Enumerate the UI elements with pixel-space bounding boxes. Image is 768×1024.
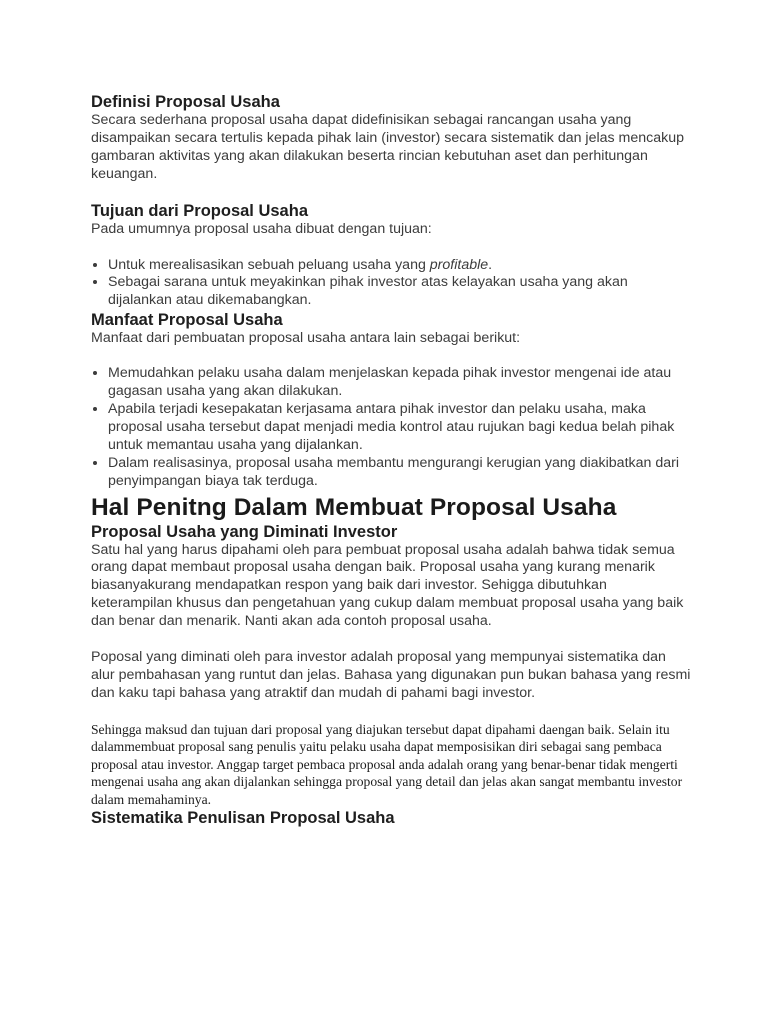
tujuan-intro: Pada umumnya proposal usaha dibuat dengan tujuan: — [91, 220, 432, 237]
diminati-heading: Proposal Usaha yang Diminati Investor — [91, 522, 398, 541]
definisi-heading: Definisi Proposal Usaha — [91, 93, 280, 111]
tujuan-list — [91, 257, 691, 311]
hal-penting-title: Hal Penitng Dalam Membuat Proposal Usaha — [91, 493, 617, 521]
definisi-body: Secara sederhana proposal usaha dapat didefinisikan sebagai rancangan usaha yang disampaikan secara tertulis kepada pihak lain (investor) secara sistematik dan jelas mencakup gambaran aktivitas yang akan dilakukan beserta rincian kebutuhan aset dan perhitungan keuangan. — [91, 112, 685, 182]
tujuan-heading: Tujuan dari Proposal Usaha — [91, 201, 308, 220]
diminati-para-3: Sehingga maksud dan tujuan dari proposal yang diajukan tersebut dapat dipahami daengan baik. Selain itu dalammembuat proposal sang penulis yaitu pelaku usaha dapat memposisikan diri sebagai sang pembaca proposal atau investor. Anggap target pembaca proposal anda adalah orang yang benar-benar tidak mengerti mengenai usaha ang akan dijalankan sehingga proposal yang detail dan jelas akan sangat membantu investor dalam memahaminya. — [91, 721, 683, 807]
list-item: • Untuk merealisasikan sebuah peluang usaha yang profitable. — [108, 257, 691, 275]
manfaat-intro: Manfaat dari pembuatan proposal usaha antara lain sebagai berikut: — [91, 330, 521, 347]
sistematika-heading: Sistematika Penulisan Proposal Usaha — [91, 809, 395, 828]
document-page — [91, 92, 691, 828]
list-item: • Dalam realisasinya, proposal usaha membantu mengurangi kerugian yang diakibatkan dari penyimpangan biaya tak terduga. — [108, 455, 691, 491]
manfaat-heading: Manfaat Proposal Usaha — [91, 311, 283, 330]
list-item: • Memudahkan pelaku usaha dalam menjelaskan kepada pihak investor mengenai ide atau gagasan usaha yang akan dilakukan. — [108, 365, 691, 401]
diminati-para-1: Satu hal yang harus dipahami oleh para pembuat proposal usaha adalah bahwa tidak semua orang dapat membaut proposal usaha dengan baik. Proposal usaha yang kurang menarik biasanyakurang mendapatkan respon yang baik dari investor. Sehigga dibutuhkan keterampilan khusus dan pengetahuan yang cukup dalam membuat proposal usaha yang baik dan benar dan menarik. Nanti akan ada contoh proposal usaha. — [91, 541, 684, 630]
list-item: • Sebagai sarana untuk meyakinkan pihak investor atas kelayakan usaha yang akan dijalankan atau dikemabangkan. — [108, 274, 691, 310]
list-item: • Apabila terjadi kesepakatan kerjasama antara pihak investor dan pelaku usaha, maka proposal usaha tersebut dapat menjadi media kontrol atau rujukan bagi kedua belah pihak untuk memantau usaha yang dijalankan. — [108, 401, 691, 455]
manfaat-list — [91, 365, 691, 490]
diminati-para-2: Poposal yang diminati oleh para investor adalah proposal yang mempunyai sistematika dan alur pembahasan yang runtut dan jelas. Bahasa yang digunakan pun bukan bahasa yang resmi dan kaku tapi bahasa yang atraktif dan mudah di pahami bagi investor. — [91, 649, 691, 701]
profitable-term: profitable — [429, 256, 489, 273]
